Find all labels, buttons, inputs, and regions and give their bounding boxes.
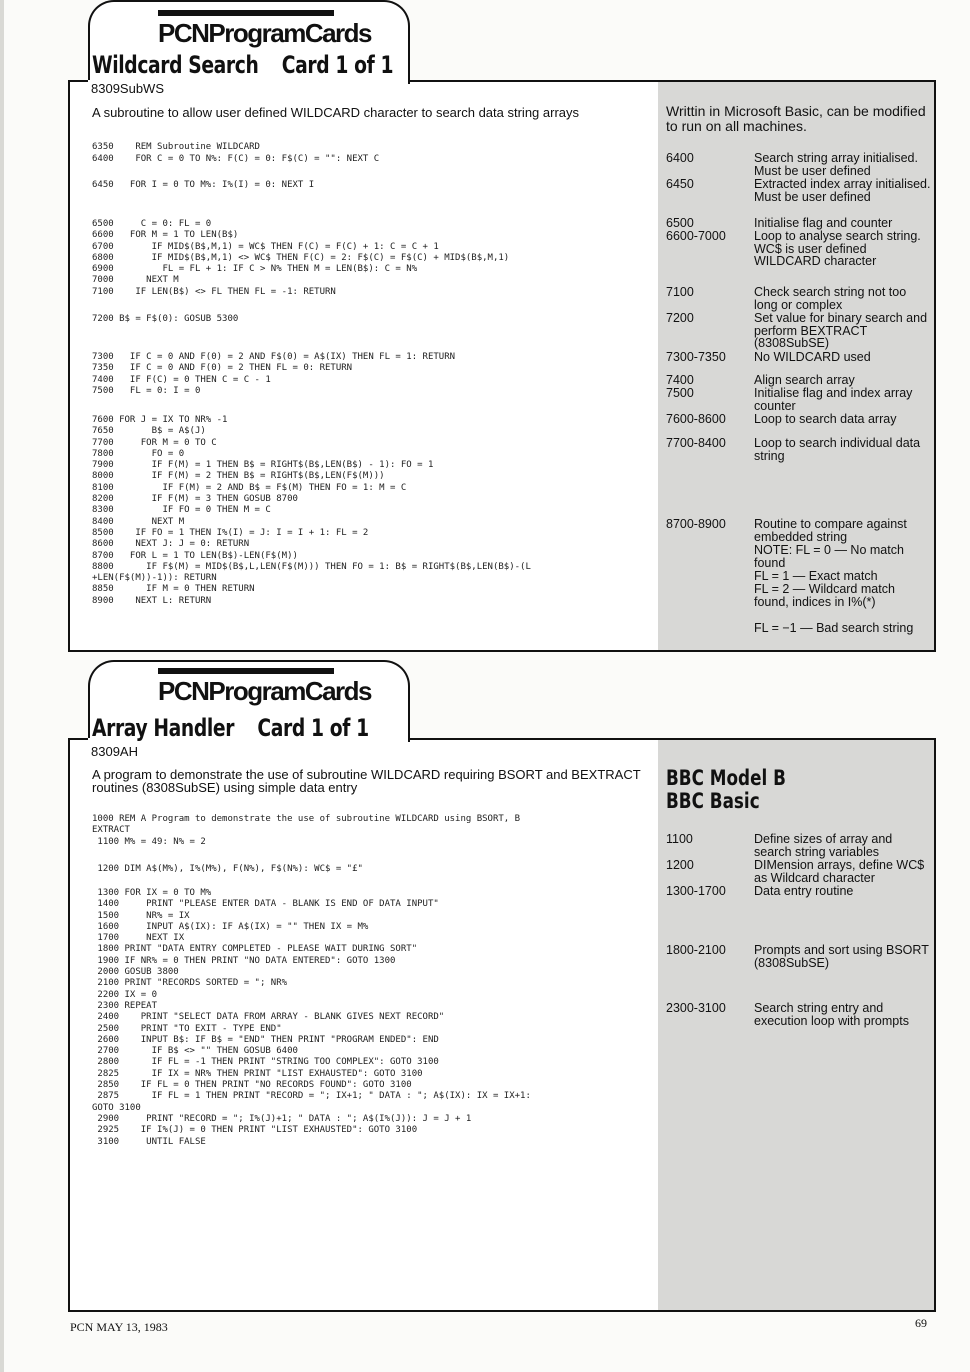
brand-logo — [158, 668, 372, 706]
footer-issue: PCN MAY 13, 1983 — [70, 1320, 168, 1334]
note-line-range: 6450 — [666, 177, 694, 191]
program-card — [68, 738, 936, 1312]
page-number: 69 — [915, 1316, 927, 1330]
note-text: FL = −1 — Bad search string — [754, 621, 914, 635]
notes-panel — [658, 82, 934, 650]
note-text: NOTE: FL = 0 — No match found — [754, 543, 904, 570]
note-text: Extracted index array initialised. Must be user defined — [754, 177, 931, 204]
note-line-range: 1200 — [666, 858, 694, 872]
note-line-range: 8700-8900 — [666, 517, 726, 531]
note-text: Search string array initialised. Must be user defined — [754, 151, 918, 178]
language-heading: BBC Basic — [666, 789, 760, 813]
page-edge — [0, 0, 4, 1372]
note-text: Set value for binary search and perform BEXTRACT (8308SubSE) — [754, 311, 928, 351]
program-card — [68, 80, 936, 652]
code-block: 6500 C = 0: FL = 0 6600 FOR M = 1 TO LEN(B$) 6700 IF MID$(B$,M,1) = WC$ THEN F(C) = F(C) + 1: C = C + 1 6800 IF MID$(B$,M,1) <> WC$ THEN F(C) = 2: F$(C) = F$(C) + MID$(B$,M,1) 6900 FL = FL + 1: IF C > N% THEN M = LEN(B$): C = N% 7000 NEXT M 7100 IF LEN(B$) <> FL THEN FL = -1: RETURN — [92, 219, 510, 297]
note-text: Check search string not too long or complex — [754, 285, 907, 312]
card-label: Card 1 of 1 — [257, 714, 369, 742]
note-line-range: 1100 — [666, 832, 693, 846]
code-block: 7600 FOR J = IX TO NR% -1 7650 B$ = A$(J) 7700 FOR M = 0 TO C 7800 FO = 0 7900 IF F(M) = 1 THEN B$ = RIGHT$(B$,LEN(B$) - 1): FO = 1 8000 IF F(M) = 2 THEN B$ = RIGHT$(B$,LEN(F$(M))) 8100 IF F(M) = 2 AND B$ = F$(M) THEN FO = 1: M = C 8200 IF F(M) = 3 THEN GOSUB 8700 8300 IF FO = 0 THEN M = C 8400 NEXT M 8500 IF FO = 1 THEN I%(I) = J: I = I + 1: FL = 2 8600 NEXT J: J = 0: RETURN 8700 FOR L = 1 TO LEN(B$)-LEN(F$(M)) 8800 IF F$(M) = MID$(B$,L,LEN(F$(M))) THEN FO = 1: B$ = RIGHT$(B$,LEN(B$)-(L +LEN(F$(M))-1)): RETURN 8850 IF M = 0 THEN RETURN 8900 NEXT L: RETURN — [92, 415, 531, 606]
note-line-range: 7500 — [666, 386, 694, 400]
note-text: Prompts and sort using BSORT (8308SubSE) — [754, 943, 929, 970]
notes-heading: Writtin in Microsoft Basic, can be modified to run on all machines. — [666, 103, 926, 134]
note-text: Loop to search data array — [754, 412, 897, 426]
program-title: Wildcard Search — [92, 51, 259, 79]
note-text: No WILDCARD used — [754, 350, 871, 364]
note-text: Routine to compare against embedded string — [754, 517, 907, 544]
note-text: Align search array — [754, 373, 855, 387]
program-code: 8309AH — [91, 744, 138, 759]
program-title: Array Handler — [92, 714, 235, 742]
code-block: 6450 FOR I = 0 TO M%: I%(I) = 0: NEXT I — [92, 180, 315, 190]
brand-text: PCNProgramCards — [158, 676, 372, 706]
note-line-range: 7700-8400 — [666, 436, 726, 450]
note-line-range: 7300-7350 — [666, 350, 726, 364]
note-text: Loop to search individual data string — [754, 436, 921, 463]
note-line-range: 7200 — [666, 311, 694, 325]
brand-logo — [158, 10, 372, 48]
code-block: 1000 REM A Program to demonstrate the use of subroutine WILDCARD using BSORT, B EXTRACT 1100 M% = 49: N% = 2 — [92, 814, 521, 847]
note-line-range: 6600-7000 — [666, 229, 726, 243]
note-line-range: 7100 — [666, 285, 694, 299]
note-text: DIMension arrays, define WC$ as Wildcard character — [754, 858, 925, 885]
code-block: 7300 IF C = 0 AND F(0) = 2 AND F$(0) = A$(IX) THEN FL = 1: RETURN 7350 IF C = 0 AND F(0) = 2 THEN FL = 0: RETURN 7400 IF F(C) = 0 THEN C = C - 1 7500 FL = 0: I = 0 — [92, 352, 456, 396]
note-line-range: 6500 — [666, 216, 694, 230]
code-block: 1300 FOR IX = 0 TO M% 1400 PRINT "PLEASE ENTER DATA - BLANK IS END OF DATA INPUT" 1500 NR% = IX 1600 INPUT A$(IX): IF A$(IX) = "" THEN IX = M% 1700 NEXT IX 1800 PRINT "DATA ENTRY COMPLETED - PLEASE WAIT DURING SORT" 1900 IF NR% = 0 THEN PRINT "NO DATA ENTERED": GOTO 1300 2000 GOSUB 3800 2100 PRINT "RECORDS SORTED = "; NR% 2200 IX = 0 2300 REPEAT 2400 PRINT "SELECT DATA FROM ARRAY - BLANK GIVES NEXT RECORD" 2500 PRINT "TO EXIT - TYPE END" 2600 INPUT B$: IF B$ = "END" THEN PRINT "PROGRAM ENDED": END 2700 IF B$ <> "" THEN GOSUB 6400 2800 IF FL = -1 THEN PRINT "STRING TOO COMPLEX": GOTO 3100 2825 IF IX = NR% THEN PRINT "LIST EXHAUSTED": GOTO 3100 2850 IF FL = 0 THEN PRINT "NO RECORDS FOUND": GOTO 3100 2875 IF FL = 1 THEN PRINT "RECORD = "; IX+1; " DATA : "; A$(IX): IX = IX+1: GOTO 3100 2900 PRINT "RECORD = "; I%(J)+1; " DATA : "; A$(I%(J)): J = J + 1 2925 IF I%(J) = 0 THEN PRINT "LIST EXHAUSTED": GOTO 3100 3100 UNTIL FALSE — [92, 888, 531, 1147]
note-text: Initialise flag and index array counter — [754, 386, 913, 413]
note-line-range: 7600-8600 — [666, 412, 726, 426]
note-line-range: 1800-2100 — [666, 943, 726, 957]
code-block: 7200 B$ = F$(0): GOSUB 5300 — [92, 314, 239, 324]
note-text: FL = 2 — Wildcard match found, indices in I%(*) — [754, 582, 895, 609]
note-text: Data entry routine — [754, 884, 854, 898]
note-text: Loop to analyse search string. WC$ is user defined WILDCARD character — [754, 229, 921, 269]
note-line-range: 2300-3100 — [666, 1001, 726, 1015]
card-title — [92, 714, 369, 742]
program-description: A subroutine to allow user defined WILDCARD character to search data string arrays — [92, 105, 580, 120]
note-line-range: 7400 — [666, 373, 694, 387]
program-code: 8309SubWS — [91, 81, 164, 96]
brand-text: PCNProgramCards — [158, 18, 372, 48]
machine-heading: BBC Model B — [666, 766, 786, 790]
card-label: Card 1 of 1 — [281, 51, 394, 79]
notes-panel — [658, 740, 934, 1310]
note-line-range: 6400 — [666, 151, 694, 165]
code-block: 1200 DIM A$(M%), I%(M%), F(N%), F$(N%): WC$ = "£" — [92, 864, 363, 874]
program-description: A program to demonstrate the use of subroutine WILDCARD requiring BSORT and BEXTRACT routines (8308SubSE) using simple data entry — [92, 767, 641, 795]
code-block: 6350 REM Subroutine WILDCARD — [92, 142, 260, 152]
note-text: Define sizes of array and search string variables — [754, 832, 893, 859]
note-text: Initialise flag and counter — [754, 216, 893, 230]
note-text: Search string entry and execution loop with prompts — [754, 1001, 909, 1028]
card-title — [92, 51, 393, 79]
code-block: 6400 FOR C = 0 TO N%: F(C) = 0: F$(C) = "": NEXT C — [92, 154, 380, 164]
note-text: FL = 1 — Exact match — [754, 569, 878, 583]
note-line-range: 1300-1700 — [666, 884, 726, 898]
